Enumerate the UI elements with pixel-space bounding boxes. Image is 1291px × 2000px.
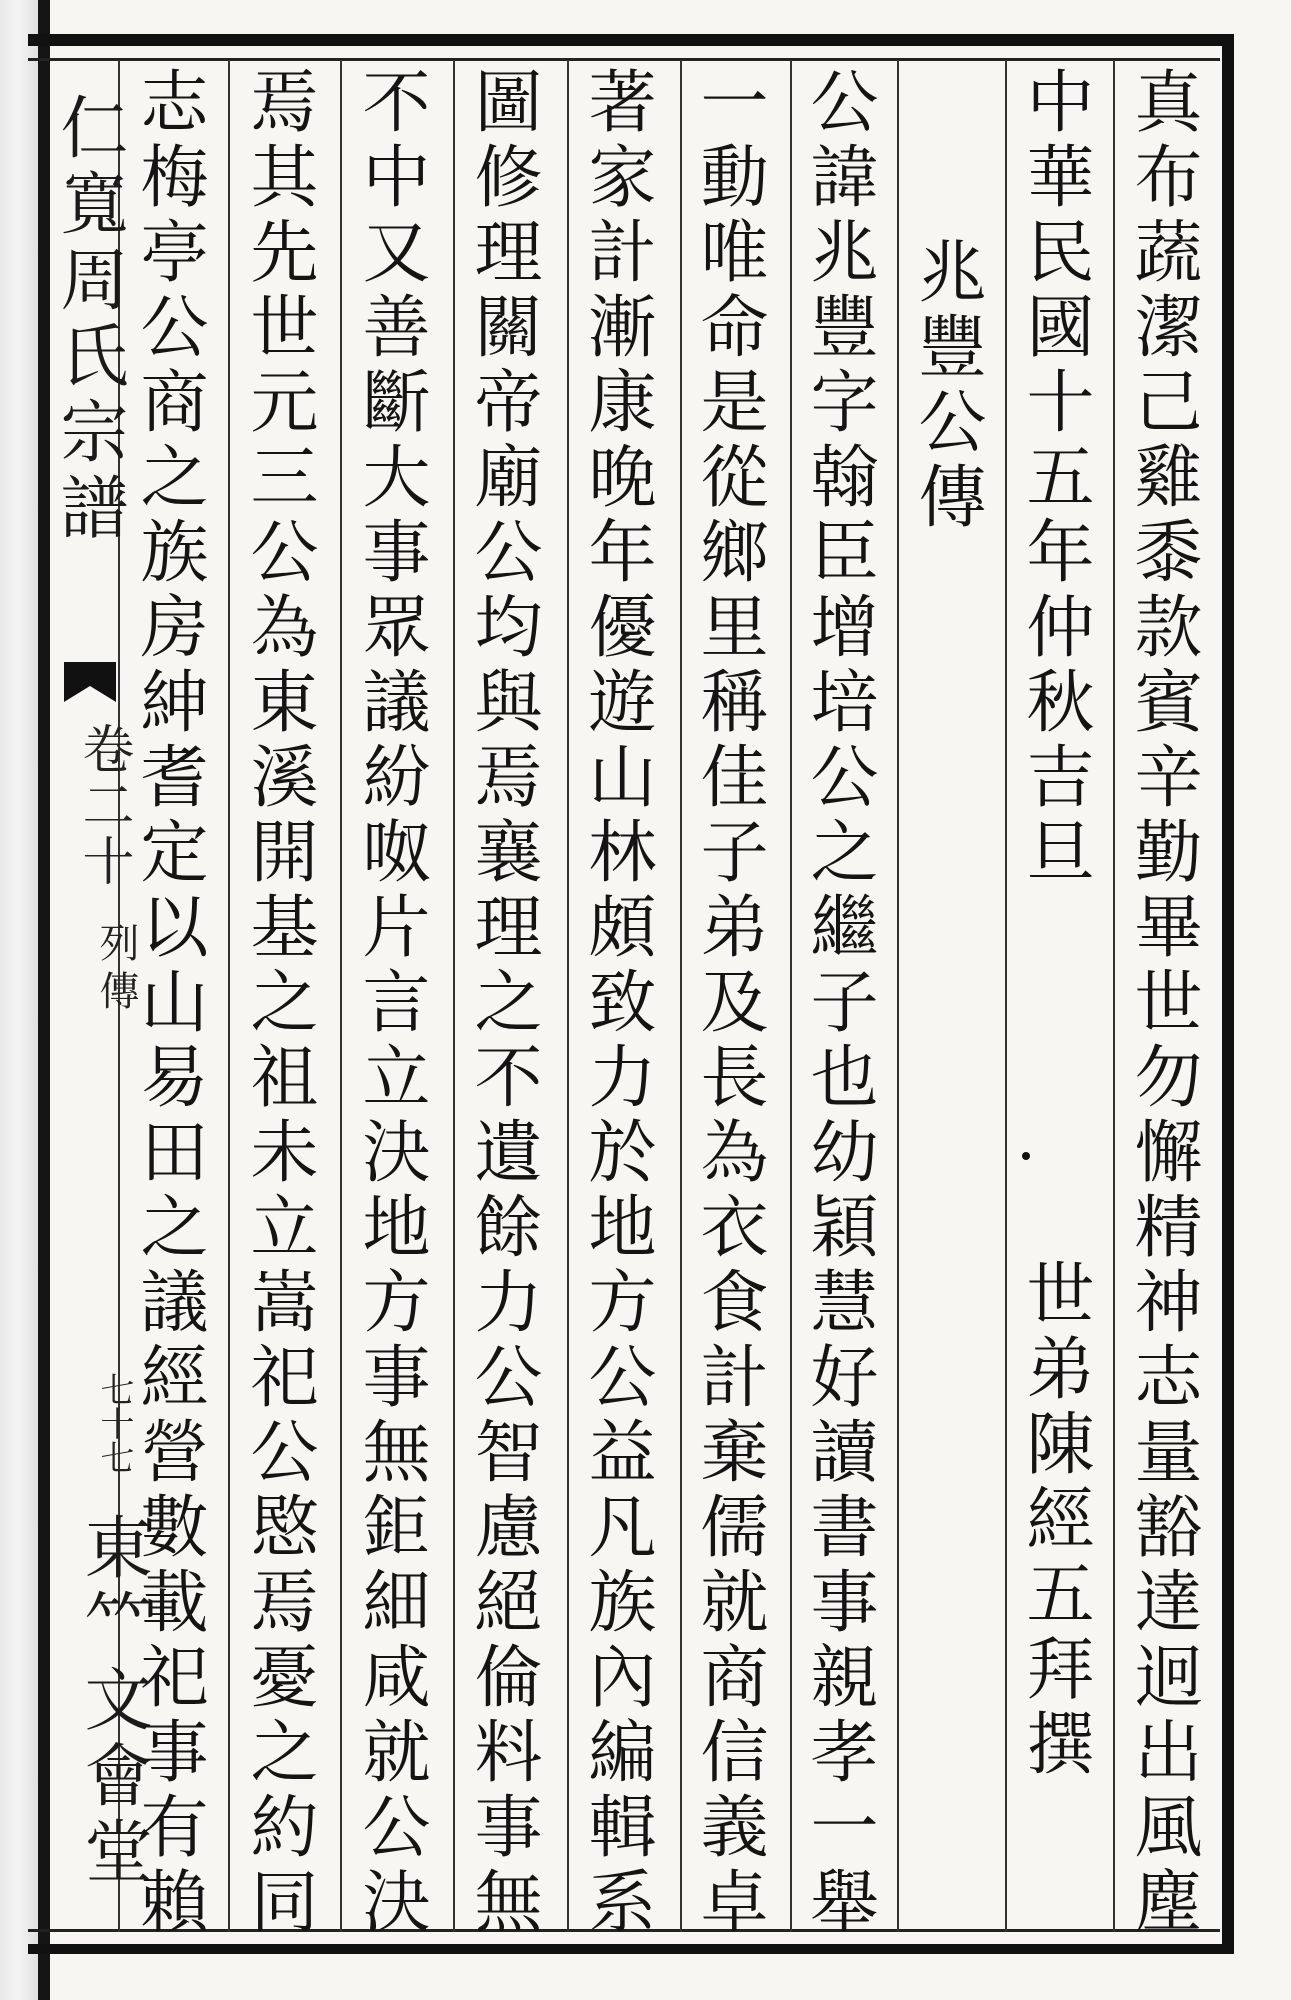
text-column-6: 一動唯命是從鄉里稱佳子弟及長為衣食計棄儒就商信義卓 (689, 66, 768, 1941)
text-column-1: 真布蔬潔己雞黍款賓辛勤畢世勿懈精神志量豁達迥出風塵 (1123, 66, 1202, 1941)
date-line: 中華民國十五年仲秋吉旦 (1015, 66, 1094, 891)
volume-label: 卷二十 (73, 722, 133, 890)
column-rule (453, 60, 455, 1932)
text-column-7: 著家計漸康晚年優遊山林頗致力於地方公益凡族內編輯系 (577, 66, 656, 1941)
text-column-9: 不中又善斷大事眾議紛呶片言立決地方事無鉅細咸就公決 (351, 66, 430, 1941)
author-line: 世弟陳經五拜撰 (1015, 1258, 1094, 1783)
text-column-5: 公諱兆豐字翰臣增培公之繼子也幼穎慧好讀書事親孝一舉 (799, 66, 878, 1941)
section-label: 列傳 (93, 922, 139, 1018)
text-column-10: 焉其先世元三公為東溪開基之祖未立嵩祀公愍焉憂之約同 (239, 66, 318, 1941)
text-column-8: 圖修理關帝廟公均與焉襄理之不遺餘力公智慮絕倫料事無 (463, 66, 542, 1941)
biography-heading: 兆豐公傳 (907, 236, 986, 536)
banner-column (30, 62, 152, 1932)
text-column-11: 志梅亭公商之族房紳耆定以山易田之議經營數載祀事有賴 (129, 66, 208, 1941)
column-rule (1005, 60, 1007, 1932)
hall-name: 東𥫗文會堂 (73, 1512, 152, 1892)
column-rule (790, 60, 792, 1932)
column-rule (1113, 60, 1115, 1932)
column-rule (228, 60, 230, 1932)
column-rule (897, 60, 899, 1932)
genealogy-title: 仁寬周氏宗譜 (49, 92, 128, 548)
column-rule (680, 60, 682, 1932)
page-number: 七十七 (94, 1372, 134, 1474)
column-rule (340, 60, 342, 1932)
fishtail-mark-icon (64, 662, 116, 702)
column-rule (567, 60, 569, 1932)
ink-dot (1022, 1152, 1030, 1160)
